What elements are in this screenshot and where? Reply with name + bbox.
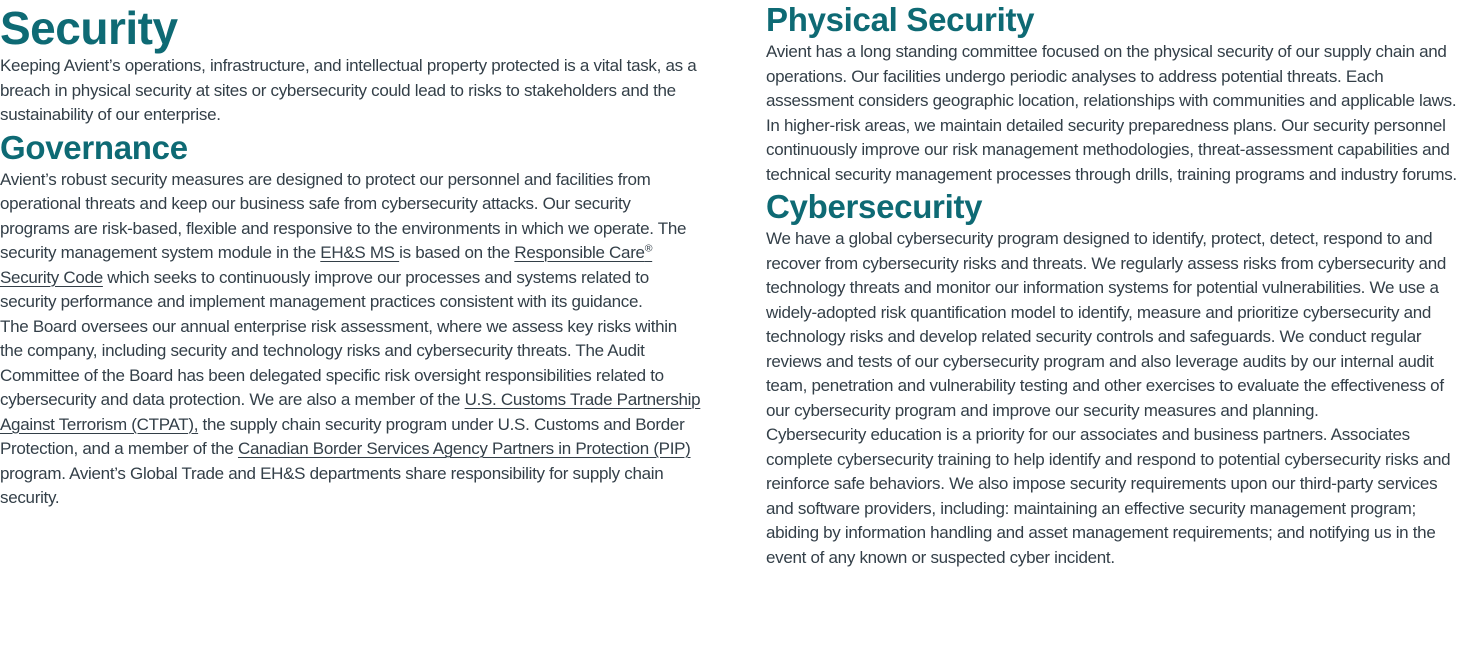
right-column [766,0,1468,570]
pip-link[interactable]: Canadian Border Services Agency Partners in Protection (PIP) [237,439,691,458]
physical-security-heading: Physical Security [766,1,1035,38]
governance-paragraph-1: Avient’s robust security measures are designed to protect our personnel and facilities from operational threats and keep our business safe from cybersecurity attacks. Our security programs are risk-based, flexible and responsive to the environments in which we operate. The security management system module in the EH&S MS is based on the Responsible Care® Security Code which seeks to continuously improve our processes and systems related to security performance and implement management practices consistent with its guidance. [0,169,687,311]
governance-heading: Governance [0,128,188,166]
intro-paragraph: Keeping Avient’s operations, infrastructure, and intellectual property protected is a vital task, as a breach in physical security at sites or cybersecurity could lead to risks to stakeholders and the sustainability of our enterprise. [0,56,697,124]
ctpat-link[interactable]: U.S. Customs Trade Partnership Against Terrorism (CTPAT), [0,390,701,434]
page-title: Security [0,2,178,54]
cybersecurity-heading: Cybersecurity [766,188,983,225]
ehs-ms-link[interactable]: EH&S MS [320,243,400,262]
physical-security-paragraph: Avient has a long standing committee focused on the physical security of our supply chain and operations. Our facilities undergo periodic analyses to address potential threats. Each assessment considers geographic location, relationships with communities and applicable laws. In higher-risk areas, we maintain detailed security preparedness plans. Our security personnel continuously improve our risk management methodologies, threat-assessment capabilities and technical security management processes through drills, training programs and industry forums. [766,42,1457,184]
governance-paragraph-2: The Board oversees our annual enterprise risk assessment, where we assess key risks within the company, including security and technology risks and cybersecurity threats. The Audit Committee of the Board has been delegated specific risk oversight responsibilities related to cybersecurity and data protection. We are also a member of the U.S. Customs Trade Partnership Against Terrorism (CTPAT), the supply chain security program under U.S. Customs and Border Protection, and a member of the Canadian Border Services Agency Partners in Protection (PIP) program. Avient’s Global Trade and EH&S departments share responsibility for supply chain security. [0,316,701,507]
cybersecurity-paragraph-2: Cybersecurity education is a priority for our associates and business partners. Associates complete cybersecurity training to help identify and respond to potential cybersecurity risks and reinforce safe behaviors. We also impose security requirements upon our third-party services and software providers, including: maintaining an effective security management program; abiding by information handling and asset management requirements; and notifying us in the event of any known or suspected cyber incident. [766,425,1451,567]
responsible-care-security-code-link[interactable]: Responsible Care® Security Code [0,242,653,287]
left-column [0,0,702,570]
cybersecurity-paragraph-1: We have a global cybersecurity program designed to identify, protect, detect, respond to and recover from cybersecurity risks and threats. We regularly assess risks from cybersecurity and technology threats and monitor our information systems for potential vulnerabilities. We use a widely-adopted risk quantification model to identify, measure and prioritize cybersecurity and technology risks and develop related security controls and safeguards. We conduct regular reviews and tests of our cybersecurity program and also leverage audits by our internal audit team, penetration and vulnerability testing and other exercises to evaluate the effectiveness of our cybersecurity program and improve our security measures and planning. [766,229,1447,420]
